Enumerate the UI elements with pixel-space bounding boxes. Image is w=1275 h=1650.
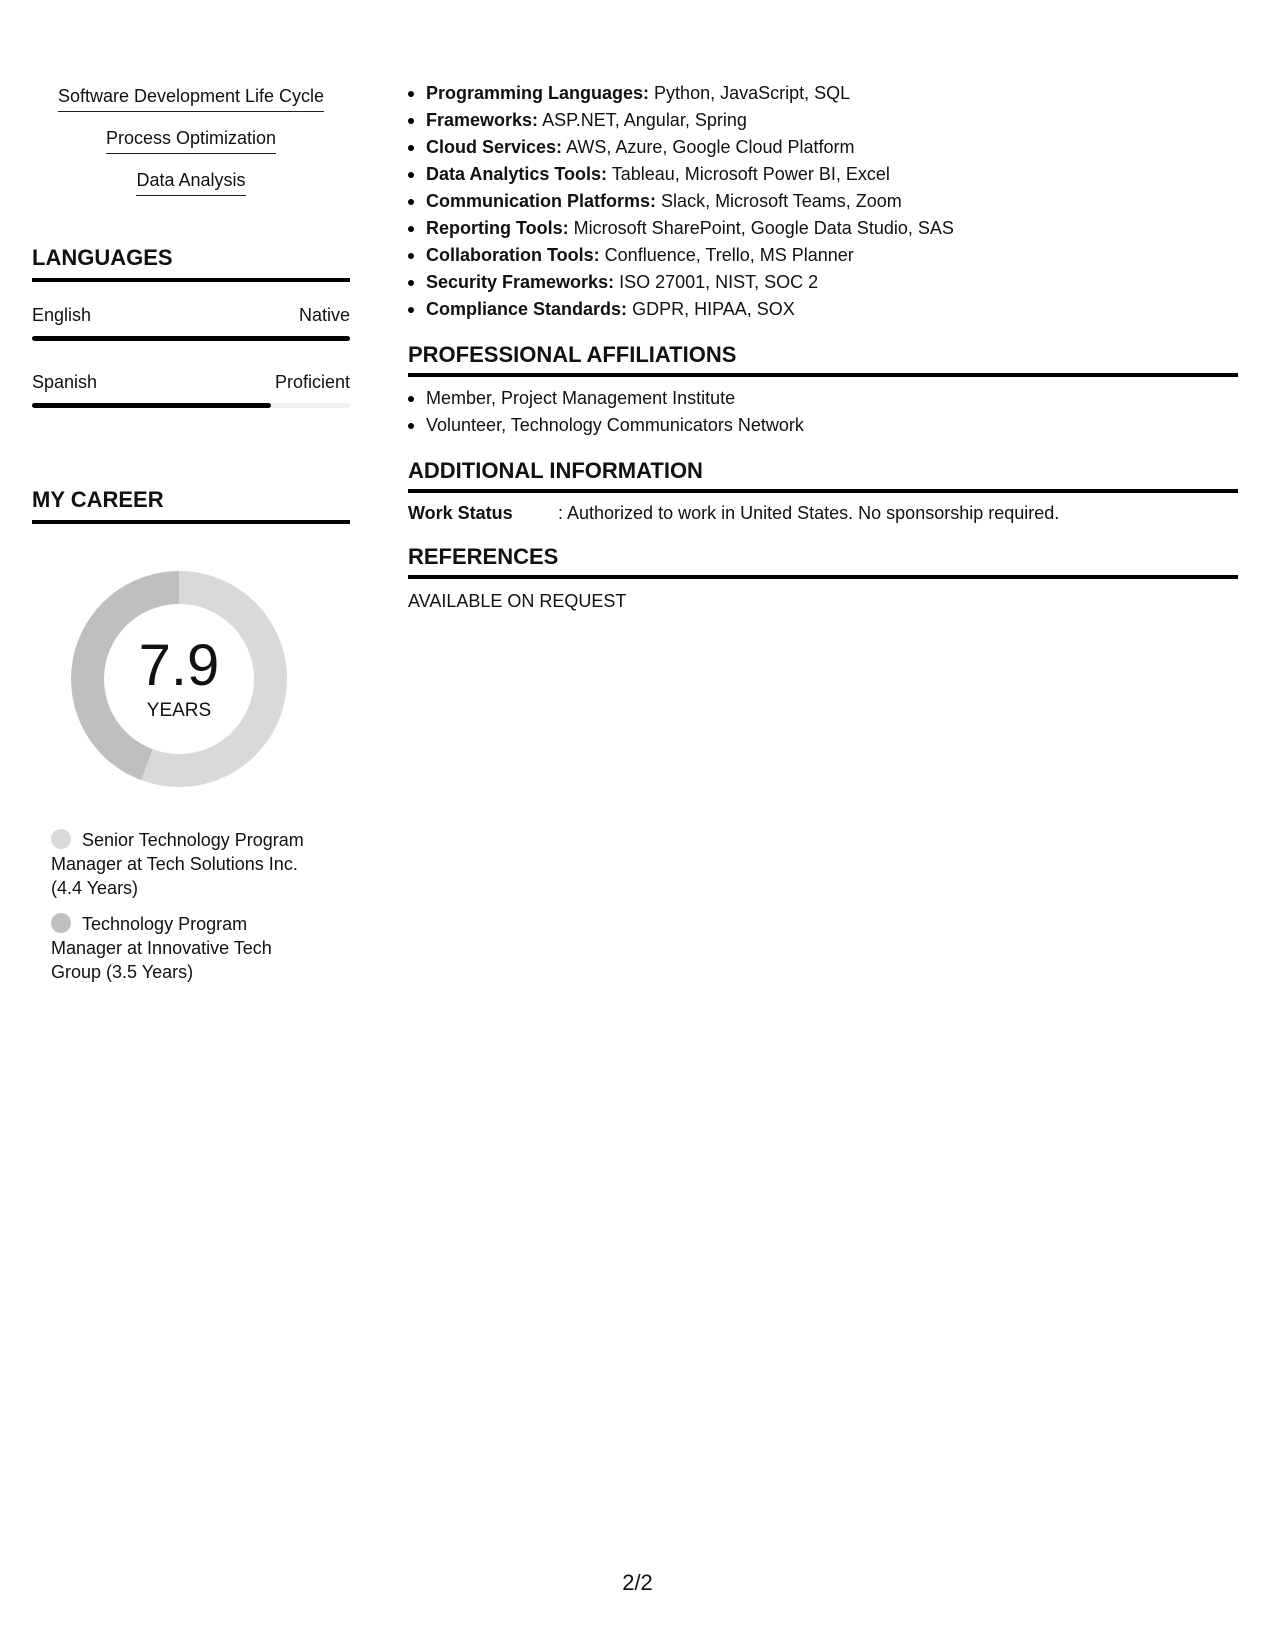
affiliations-title: PROFESSIONAL AFFILIATIONS [408,341,1238,377]
skill-value: ISO 27001, NIST, SOC 2 [619,272,819,292]
skill-label: Security Frameworks: [426,272,615,292]
skill-label: Programming Languages: [426,83,650,103]
work-status-value: : Authorized to work in United States. No sponsorship required. [558,503,1060,523]
legend-dot-icon [51,829,71,849]
skill-item [408,215,1238,242]
career-position-label: Senior Technology Program Manager at Tech Solutions Inc. (4.4 Years) [51,830,304,898]
skill-item [408,134,1238,161]
skill-value: Confluence, Trello, MS Planner [604,245,854,265]
career-legend-item [51,828,321,900]
skill-value: AWS, Azure, Google Cloud Platform [566,137,855,157]
skill-tags [32,84,350,196]
affiliations-list [408,385,1238,439]
career-total-value: 7.9 [138,633,220,698]
language-name: Spanish [32,372,98,392]
skill-value: Python, JavaScript, SQL [654,83,851,103]
work-status-label: Work Status [408,503,513,523]
language-bar-fill [32,336,350,341]
skill-item [408,80,1238,107]
page-number: 2/2 [622,1570,653,1595]
skill-label: Frameworks: [426,110,539,130]
skill-label: Collaboration Tools: [426,245,600,265]
skill-value: Microsoft SharePoint, Google Data Studio, SAS [573,218,954,238]
career-donut-chart [66,566,292,792]
skill-item [408,296,1238,323]
skill-value: GDPR, HIPAA, SOX [632,299,795,319]
skill-label: Cloud Services: [426,137,563,157]
skill-label: Data Analytics Tools: [426,164,608,184]
skill-value: Slack, Microsoft Teams, Zoom [661,191,902,211]
language-level: Proficient [274,372,350,392]
skill-value: Tableau, Microsoft Power BI, Excel [611,164,890,184]
additional-info-title: ADDITIONAL INFORMATION [408,457,1238,493]
language-row [32,371,350,408]
main-content [408,80,1238,613]
skill-tag: Data Analysis [136,168,245,196]
additional-info-section [408,457,1238,525]
affiliation-item: Volunteer, Technology Communicators Network [408,412,1238,439]
skill-value: ASP.NET, Angular, Spring [542,110,747,130]
sidebar [32,84,350,996]
skill-item [408,107,1238,134]
language-row [32,304,350,341]
language-name: English [32,305,92,325]
career-title: MY CAREER [32,486,350,524]
career-position-label: Technology Program Manager at Innovative Tech Group (3.5 Years) [51,914,272,982]
references-text: AVAILABLE ON REQUEST [408,591,627,611]
skill-label: Communication Platforms: [426,191,657,211]
skill-item [408,161,1238,188]
language-bar [32,403,350,408]
affiliations-section [408,341,1238,439]
career-legend [51,828,321,984]
references-section [408,543,1238,613]
skill-tag: Software Development Life Cycle [58,84,324,112]
skill-item [408,269,1238,296]
skill-item [408,242,1238,269]
legend-dot-icon [51,913,71,933]
language-bar-fill [32,403,271,408]
language-level: Native [298,305,350,325]
languages-title: LANGUAGES [32,244,350,282]
skill-item [408,188,1238,215]
career-total-unit: YEARS [146,700,212,721]
skill-label: Reporting Tools: [426,218,569,238]
languages-section [32,244,350,408]
language-bar [32,336,350,341]
work-status-row [408,501,1238,525]
skill-tag: Process Optimization [106,126,276,154]
career-legend-item [51,912,321,984]
skill-label: Compliance Standards: [426,299,628,319]
affiliation-item: Member, Project Management Institute [408,385,1238,412]
technical-skills-list [408,80,1238,323]
references-title: REFERENCES [408,543,1238,579]
career-section [32,486,350,984]
